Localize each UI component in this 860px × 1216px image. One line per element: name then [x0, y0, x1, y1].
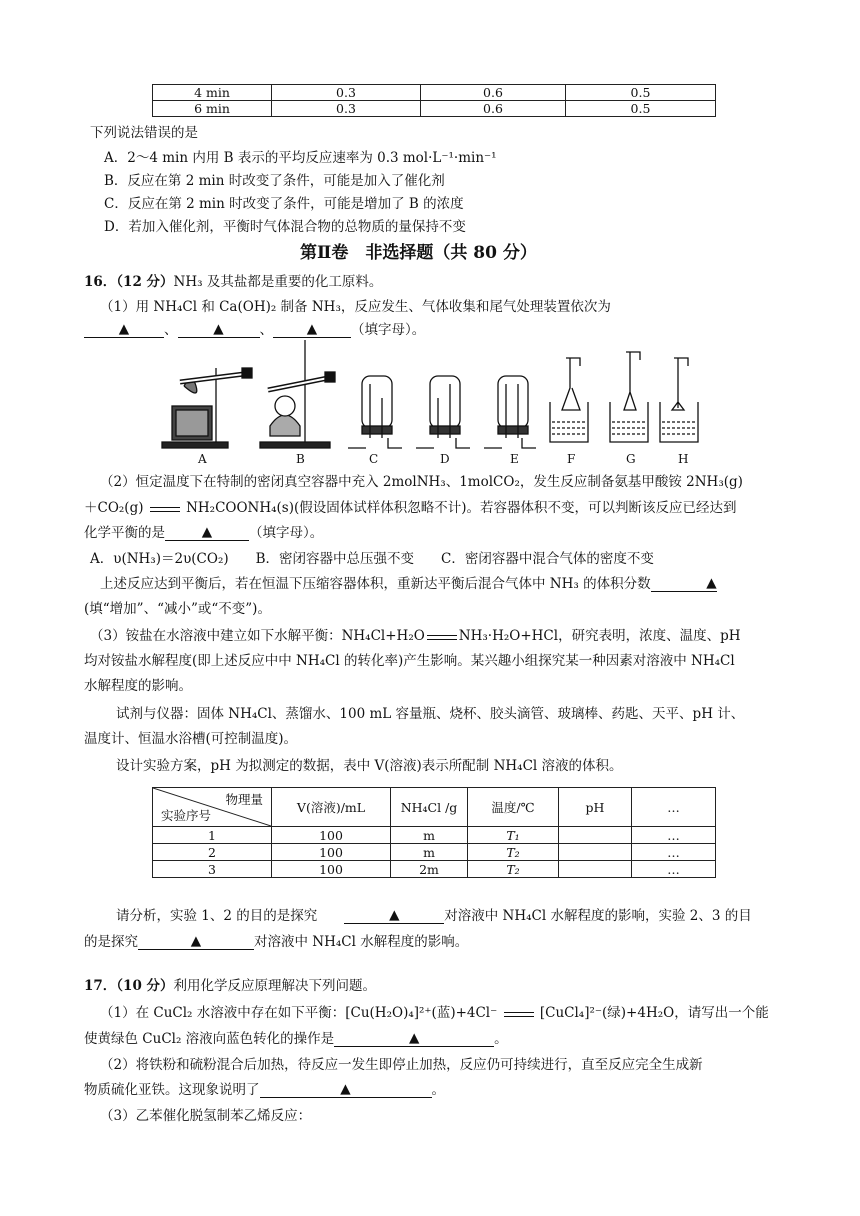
column-header: 温度/℃ — [468, 788, 559, 827]
text-span: 化学平衡的是 — [84, 525, 165, 541]
separator: 、 — [164, 322, 178, 338]
question-score: （10 分） — [116, 978, 174, 994]
q16-header — [84, 270, 382, 290]
text-span: NH₃·H₂O+HCl，研究表明，浓度、温度、pH — [458, 628, 741, 644]
apparatus-label-c: C — [369, 452, 379, 466]
table-cell: m — [391, 827, 468, 844]
text-span: （1）在 CuCl₂ 水溶液中存在如下平衡：[Cu(H₂O)₄]²⁺(蓝)+4Cl⁻ — [100, 1005, 498, 1021]
table-cell: … — [632, 861, 716, 878]
table-cell: 0.6 — [421, 85, 566, 101]
question-number: 16． — [84, 274, 117, 290]
q15-option-b: B．反应在第 2 min 时改变了条件，可能是加入了催化剂 — [104, 173, 445, 189]
corner-header — [153, 788, 272, 827]
table-cell: m — [391, 844, 468, 861]
answer-blank[interactable]: ▲ — [165, 524, 249, 541]
table-cell: 2m — [391, 861, 468, 878]
answer-blank[interactable]: ▲ — [651, 575, 717, 592]
text-span: 对溶液中 NH₄Cl 水解程度的影响，实验 2、3 的目 — [444, 908, 752, 924]
answer-blank[interactable]: ▲ — [138, 933, 254, 950]
apparatus-b-icon — [260, 340, 335, 448]
experiment-table — [152, 787, 716, 878]
apparatus-cde-icon — [348, 376, 536, 448]
answer-blank[interactable]: ▲ — [260, 1081, 432, 1098]
table-cell: 100 — [272, 861, 391, 878]
table-cell — [559, 827, 632, 844]
column-header: pH — [559, 788, 632, 827]
q16-part2-line6: (填“增加”、“减小”或“不变”)。 — [84, 601, 271, 617]
q17-part1-line2 — [84, 1027, 508, 1047]
table-cell: T₁ — [468, 827, 559, 844]
corner-top-label: 物理量 — [225, 792, 263, 807]
answer-blank[interactable]: ▲ — [344, 907, 444, 924]
column-header: V(溶液)/mL — [272, 788, 391, 827]
table-row — [153, 844, 716, 861]
answer-blank[interactable]: ▲ — [84, 321, 164, 338]
text-span: 。 — [431, 1082, 445, 1098]
text-span: 上述反应达到平衡后，若在恒温下压缩容器体积，重新达平衡后混合气体中 NH₃ 的体积分数 — [100, 576, 651, 592]
question-intro: NH₃ 及其盐都是重要的化工原料。 — [173, 274, 383, 290]
table-row — [153, 827, 716, 844]
answer-blank[interactable]: ▲ — [273, 321, 351, 338]
table-cell: 100 — [272, 827, 391, 844]
q16-part3-line1 — [90, 624, 740, 644]
text-span: 的是探究 — [84, 934, 138, 950]
apparatus-a-icon — [162, 368, 252, 448]
text-span: 。 — [494, 1031, 508, 1047]
answer-blank[interactable]: ▲ — [178, 321, 260, 338]
rate-data-table — [152, 84, 716, 117]
q17-part2-line2 — [84, 1078, 445, 1098]
apparatus-label-e: E — [510, 452, 519, 466]
question-intro: 利用化学反应原理解决下列问题。 — [173, 978, 377, 994]
question-score: （12 分） — [116, 274, 174, 290]
table-cell: … — [632, 844, 716, 861]
text-span: NH₂COONH₄(s)(假设固体试样体积忽略不计)。若容器体积不变，可以判断该反应已经达到 — [186, 500, 737, 516]
apparatus-label-a: A — [198, 452, 207, 466]
answer-blank[interactable]: ▲ — [334, 1030, 494, 1047]
text-span: 对溶液中 NH₄Cl 水解程度的影响。 — [254, 934, 469, 950]
section-title: 第Ⅱ卷 非选择题（共 80 分） — [300, 243, 537, 263]
apparatus-label-d: D — [440, 452, 450, 466]
table-row — [153, 101, 716, 117]
q16-part3-line7 — [116, 904, 752, 924]
table-cell: 0.5 — [566, 85, 716, 101]
fill-hint: （填字母）。 — [351, 322, 426, 338]
q16-part1: （1）用 NH₄Cl 和 Ca(OH)₂ 制备 NH₃，反应发生、气体收集和尾气处理装置依次为 — [100, 299, 611, 315]
table-cell: 0.5 — [566, 101, 716, 117]
apparatus-label-f: F — [567, 452, 576, 466]
table-cell: 4 min — [153, 85, 272, 101]
q16-part3-line2: 均对铵盐水解程度(即上述反应中中 NH₄Cl 的转化率)产生影响。某兴趣小组探究某一种因素对溶液中 NH₄Cl — [84, 653, 735, 669]
q16-part3-line4: 试剂与仪器：固体 NH₄Cl、蒸馏水、100 mL 容量瓶、烧杯、胶头滴管、玻璃棒、药匙、天平、pH 计、 — [116, 706, 745, 722]
table-cell: T₂ — [468, 844, 559, 861]
table-header-row — [153, 788, 716, 827]
q17-part2-line1: （2）将铁粉和硫粉混合后加热，待反应一发生即停止加热，反应仍可持续进行，直至反应完全生成新 — [100, 1057, 703, 1073]
equilibrium-arrow-icon — [502, 1009, 536, 1019]
q16-part3-line6: 设计实验方案，pH 为拟测定的数据，表中 V(溶液)表示所配制 NH₄Cl 溶液的体积。 — [116, 758, 623, 774]
q15-option-c: C．反应在第 2 min 时改变了条件，可能是增加了 B 的浓度 — [104, 196, 464, 212]
text-span: 物质硫化亚铁。这现象说明了 — [84, 1082, 260, 1098]
q16-part2-line5 — [100, 572, 717, 592]
q16-part3-line3: 水解程度的影响。 — [84, 678, 192, 694]
column-header: NH₄Cl /g — [391, 788, 468, 827]
equilibrium-arrow-icon — [425, 632, 459, 642]
text-span: （3）铵盐在水溶液中建立如下水解平衡：NH₄Cl+H₂O — [90, 628, 425, 644]
column-header: … — [632, 788, 716, 827]
separator: 、 — [259, 322, 273, 338]
table-cell — [559, 861, 632, 878]
q16-part3-line5: 温度计、恒温水浴槽(可控制温度)。 — [84, 731, 298, 747]
table-cell: 0.3 — [272, 85, 421, 101]
table-cell: 3 — [153, 861, 272, 878]
q16-part2-line3 — [84, 521, 323, 541]
table-cell — [559, 844, 632, 861]
question-number: 17． — [84, 978, 117, 994]
corner-bottom-label: 实验序号 — [161, 808, 212, 823]
equilibrium-arrow-icon — [148, 504, 182, 514]
text-span: ＋CO₂(g) — [84, 500, 144, 516]
q16-part1-blanks — [84, 318, 425, 338]
q16-part2-line1: （2）恒定温度下在特制的密闭真空容器中充入 2molNH₃、1molCO₂，发生反应制备氨基甲酸铵 2NH₃(g) — [100, 474, 743, 490]
apparatus-label-b: B — [296, 452, 305, 466]
apparatus-label-h: H — [678, 452, 689, 466]
q15-option-d: D．若加入催化剂，平衡时气体混合物的总物质的量保持不变 — [104, 219, 466, 235]
q17-part3: （3）乙苯催化脱氢制苯乙烯反应： — [100, 1108, 312, 1124]
table-row — [153, 861, 716, 878]
table-cell: 6 min — [153, 101, 272, 117]
apparatus-fgh-icon — [550, 352, 698, 442]
text-span: 使黄绿色 CuCl₂ 溶液向蓝色转化的操作是 — [84, 1031, 335, 1047]
text-span: 请分析，实验 1、2 的目的是探究 — [116, 908, 318, 924]
q17-header — [84, 974, 376, 994]
q16-part3-line8 — [84, 930, 468, 950]
q16-part2-line2 — [84, 496, 737, 516]
q17-part1-line1 — [100, 1001, 769, 1021]
apparatus-figure — [160, 338, 705, 460]
apparatus-label-g: G — [626, 452, 636, 466]
table-cell: 100 — [272, 844, 391, 861]
table-cell: 2 — [153, 844, 272, 861]
q16-part2-options: A．υ(NH₃)＝2υ(CO₂) B．密闭容器中总压强不变 C．密闭容器中混合气体的密度不变 — [90, 551, 654, 567]
q15-option-a: A．2～4 min 内用 B 表示的平均反应速率为 0.3 mol·L⁻¹·min⁻¹ — [104, 150, 497, 166]
text-span: （填字母）。 — [249, 525, 324, 541]
q15-stem: 下列说法错误的是 — [90, 125, 198, 141]
table-cell: 0.6 — [421, 101, 566, 117]
table-cell: … — [632, 827, 716, 844]
table-cell: 0.3 — [272, 101, 421, 117]
text-span: [CuCl₄]²⁻(绿)+4H₂O，请写出一个能 — [539, 1005, 769, 1021]
table-cell: 1 — [153, 827, 272, 844]
table-cell: T₂ — [468, 861, 559, 878]
table-row — [153, 85, 716, 101]
